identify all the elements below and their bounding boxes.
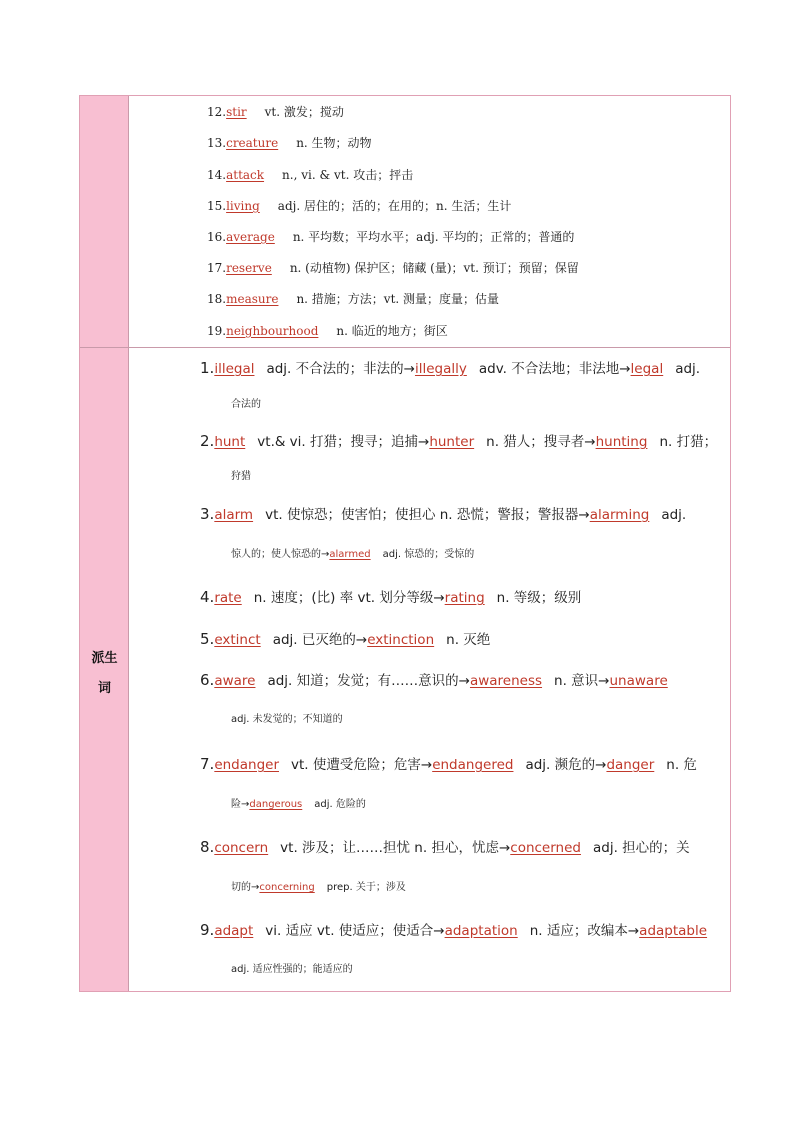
vocab-num: 17. [207, 261, 227, 275]
vocab-row [207, 290, 499, 307]
answer-word: legal [630, 361, 664, 377]
entry-num: 9. [200, 921, 215, 939]
vocab-num: 14. [207, 168, 227, 182]
entry-text: adj. [675, 361, 701, 377]
answer-word: rate [214, 590, 242, 606]
entry-text: adj. 已灭绝的→ [272, 632, 368, 648]
answer-word: adapt [214, 923, 254, 939]
entry-num: 4. [200, 588, 215, 606]
entry-num: 3. [200, 505, 215, 523]
vocab-row [207, 228, 574, 245]
entry-num: 7. [200, 755, 215, 773]
category-label [80, 644, 129, 704]
entry-text: n. 危 [666, 757, 697, 773]
vocab-row [207, 134, 372, 151]
entry-text: vi. 适应 vt. 使适应；使适合→ [265, 923, 445, 939]
entry-text: vt.& vi. 打猎；搜寻；追捕→ [257, 434, 430, 450]
vocab-num: 12. [207, 105, 227, 119]
vocab-row [207, 197, 511, 214]
entry-text: 合法的 [231, 399, 261, 410]
answer-word: concerned [510, 840, 581, 856]
derivative-entry [200, 587, 725, 608]
answer-word: hunter [429, 434, 475, 450]
vocab-word: measure [226, 292, 279, 306]
derivative-entry-cont [231, 795, 756, 815]
answer-word: adaptation [444, 923, 518, 939]
entry-text: vt. 涉及；让……担忧 n. 担心，忧虑→ [280, 840, 511, 856]
answer-word: endanger [214, 757, 279, 773]
vocab-num: 16. [207, 230, 227, 244]
entry-text: adj. 惊恐的；受惊的 [382, 549, 475, 560]
entry-text: n. 意识→ [554, 673, 610, 689]
entry-text: 狩猎 [231, 471, 251, 482]
entry-text: adj. [661, 507, 687, 523]
entry-text: n. 打猎； [659, 434, 718, 450]
vocab-row [207, 103, 344, 120]
entry-text: adv. 不合法地；非法地→ [478, 361, 631, 377]
vocab-word: average [226, 230, 275, 244]
answer-word: hunt [214, 434, 246, 450]
vocab-word: creature [226, 136, 279, 150]
answer-word: rating [444, 590, 485, 606]
vocab-definition: vt. 激发；搅动 [264, 105, 344, 119]
entry-text: n. 猎人；搜寻者→ [486, 434, 596, 450]
answer-word: extinction [367, 632, 435, 648]
answer-word: concerning [259, 882, 315, 893]
vocab-word: attack [226, 168, 265, 182]
answer-word: awareness [469, 673, 543, 689]
derivative-entry [200, 920, 725, 941]
vocab-num: 15. [207, 199, 227, 213]
entry-text: 切的→ [231, 882, 260, 893]
vocab-num: 18. [207, 292, 227, 306]
entry-num: 5. [200, 630, 215, 648]
row-divider [80, 347, 730, 348]
entry-num: 1. [200, 359, 215, 377]
answer-word: danger [606, 757, 655, 773]
answer-word: hunting [595, 434, 648, 450]
entry-text: n. 灭绝 [446, 632, 491, 648]
vocab-word: reserve [226, 261, 272, 275]
answer-word: concern [214, 840, 269, 856]
answer-word: aware [214, 673, 256, 689]
entry-num: 6. [200, 671, 215, 689]
answer-word: alarm [214, 507, 254, 523]
derivative-entry-cont [231, 545, 756, 565]
entry-text: adj. 未发觉的；不知道的 [231, 714, 343, 725]
vocab-num: 19. [207, 324, 227, 338]
entry-text: n. 适应；改编本→ [529, 923, 640, 939]
derivative-entry-cont [231, 467, 756, 487]
answer-word: endangered [432, 757, 514, 773]
answer-word: dangerous [249, 799, 303, 810]
vocab-row [207, 322, 448, 339]
vocab-definition: n. (动植物) 保护区；储藏 (量)；vt. 预订；预留；保留 [289, 261, 579, 275]
entry-text: 险→ [231, 799, 250, 810]
derivative-entry-cont [231, 395, 756, 415]
vocab-definition: n. 临近的地方；街区 [336, 324, 448, 338]
entry-text: adj. 适应性强的；能适应的 [231, 964, 353, 975]
derivative-entry [200, 754, 725, 775]
answer-word: adaptable [639, 923, 708, 939]
derivative-entry [200, 504, 725, 525]
entry-text: vt. 使惊恐；使害怕；使担心 n. 恐慌；警报；警报器→ [265, 507, 590, 523]
entry-text: n. 速度；(比) 率 vt. 划分等级→ [253, 590, 445, 606]
vocab-definition: n., vi. & vt. 攻击；抨击 [282, 168, 414, 182]
entry-text: 惊人的；使人惊恐的→ [231, 549, 330, 560]
entry-text: n. 等级；级别 [496, 590, 582, 606]
vocab-definition: n. 生物；动物 [296, 136, 372, 150]
entry-text: adj. 危险的 [314, 799, 366, 810]
vocab-word: living [226, 199, 260, 213]
answer-word: illegally [414, 361, 467, 377]
entry-text: adj. 不合法的；非法的→ [266, 361, 415, 377]
derivative-entry [200, 431, 725, 452]
entry-num: 8. [200, 838, 215, 856]
derivative-entry [200, 629, 725, 650]
entry-text: adj. 担心的；关 [592, 840, 690, 856]
vocab-definition: n. 措施；方法；vt. 测量；度量；估量 [296, 292, 500, 306]
answer-word: unaware [609, 673, 668, 689]
answer-word: alarming [589, 507, 650, 523]
vocab-row [207, 166, 413, 183]
derivative-entry-cont [231, 710, 756, 730]
derivative-entry [200, 358, 725, 379]
derivative-entry-cont [231, 960, 756, 980]
derivative-entry-cont [231, 878, 756, 898]
vocab-word: neighbourhood [226, 324, 319, 338]
entry-text: vt. 使遭受危险；危害→ [291, 757, 433, 773]
entry-text: adj. 濒危的→ [525, 757, 607, 773]
vocab-num: 13. [207, 136, 227, 150]
entry-num: 2. [200, 432, 215, 450]
entry-text: adj. 知道；发觉；有……意识的→ [267, 673, 470, 689]
category-label-text: 派生 词 [91, 651, 118, 696]
derivative-entry [200, 670, 725, 691]
category-column [80, 96, 129, 991]
derivative-entry [200, 837, 725, 858]
vocab-definition: adj. 居住的；活的；在用的；n. 生活；生计 [277, 199, 512, 213]
vocab-row [207, 259, 579, 276]
vocab-definition: n. 平均数；平均水平；adj. 平均的；正常的；普通的 [292, 230, 575, 244]
entry-text: prep. 关于；涉及 [326, 882, 406, 893]
answer-word: alarmed [329, 549, 371, 560]
vocab-word: stir [226, 105, 247, 119]
answer-word: extinct [214, 632, 261, 648]
answer-word: illegal [214, 361, 255, 377]
